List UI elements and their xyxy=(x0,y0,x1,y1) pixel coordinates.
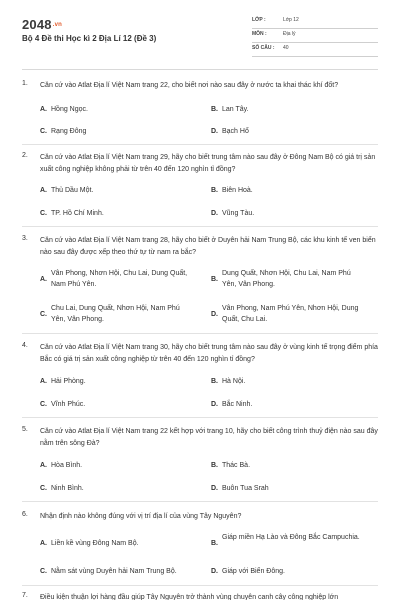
logo-suffix: .vn xyxy=(52,22,63,28)
meta-row-class xyxy=(252,15,378,29)
question-number: 6. xyxy=(22,511,28,518)
option-text: Bắc Ninh. xyxy=(222,401,253,408)
option-text: Nằm sát vùng Duyên hải Nam Trung Bộ. xyxy=(51,568,177,575)
option-letter: C. xyxy=(40,401,47,408)
option-text: Giáp miền Hạ Lào và Đông Bắc Campuchia. xyxy=(222,534,360,541)
option-text: Giáp với Biển Đông. xyxy=(222,568,285,575)
option-text: Hà Nội. xyxy=(222,378,246,385)
question-7 xyxy=(22,592,378,600)
option-letter: D. xyxy=(211,311,218,318)
option-letter: A. xyxy=(40,106,47,113)
option-letter: A. xyxy=(40,462,47,469)
question-number: 1. xyxy=(22,80,28,87)
option-letter: B. xyxy=(211,378,218,385)
question-text: Nhận định nào không đúng với vị trí địa lí của vùng Tây Nguyên? xyxy=(40,513,242,520)
option-letter: C. xyxy=(40,210,47,217)
document-title: Bộ 4 Đề thi Học kì 2 Địa Lí 12 (Đề 3) xyxy=(22,34,157,43)
site-logo[interactable] xyxy=(22,17,62,32)
option-text: Hồng Ngọc. xyxy=(51,106,88,113)
option-text: Vĩnh Phúc. xyxy=(51,401,86,408)
question-separator xyxy=(22,585,378,586)
question-text: Căn cứ vào Atlat Địa lí Việt Nam trang 29, hãy cho biết trung tâm nào sau đây ở Đông Nam Bộ có giá trị sản xuất công nghiệp không phải từ trên 40 đến 120 nghìn tỉ đồng? xyxy=(40,154,376,173)
option-text: Vân Phong, Nam Phú Yên, Nhơn Hội, Dung Quất, Chu Lai. xyxy=(222,305,359,323)
question-number: 4. xyxy=(22,342,28,349)
question-separator xyxy=(22,144,378,145)
meta-label: LỚP : xyxy=(252,17,266,23)
question-text: Điều kiện thuận lợi hàng đầu giúp Tây Nguyên trở thành vùng chuyên canh cây công nghiệp lớn xyxy=(40,594,339,600)
option-letter: D. xyxy=(211,568,218,575)
option-text: Rạng Đông xyxy=(51,128,87,135)
meta-value: 40 xyxy=(283,45,289,51)
option-letter: C. xyxy=(40,568,47,575)
option-letter: B. xyxy=(211,540,218,547)
question-number: 7. xyxy=(22,592,28,599)
question-separator xyxy=(22,226,378,227)
option-text: Bạch Hổ xyxy=(222,128,249,135)
option-letter: A. xyxy=(40,378,47,385)
header-divider xyxy=(22,69,378,70)
option-text: Buôn Tua Srah xyxy=(222,485,269,492)
option-text: Dung Quất, Nhơn Hội, Chu Lai, Nam Phú Yên, Vân Phong. xyxy=(222,270,351,288)
option-letter: A. xyxy=(40,276,47,283)
option-letter: C. xyxy=(40,485,47,492)
option-letter: B. xyxy=(211,462,218,469)
option-letter: A. xyxy=(40,540,47,547)
question-number: 2. xyxy=(22,152,28,159)
meta-value: Địa lý xyxy=(283,31,296,37)
option-text: Ninh Bình. xyxy=(51,485,84,492)
option-text: Biên Hoà. xyxy=(222,187,253,194)
meta-row-count xyxy=(252,43,378,57)
option-text: Chu Lai, Dung Quất, Nhơn Hội, Nam Phú Yên, Vân Phong. xyxy=(51,305,180,323)
meta-label: MÔN : xyxy=(252,31,267,37)
option-letter: D. xyxy=(211,485,218,492)
option-letter: C. xyxy=(40,311,47,318)
option-letter: B. xyxy=(211,276,218,283)
option-text: TP. Hồ Chí Minh. xyxy=(51,210,104,217)
logo-number: 2048 xyxy=(22,17,52,32)
option-text: Hòa Bình. xyxy=(51,462,83,469)
question-number: 3. xyxy=(22,235,28,242)
option-letter: A. xyxy=(40,187,47,194)
meta-label: SỐ CÂU : xyxy=(252,45,275,51)
question-text: Căn cứ vào Atlat Địa lí Việt Nam trang 22 kết hợp với trang 10, hãy cho biết công trình thuỷ điện nào sau đây nằm trên sông Đà? xyxy=(40,428,378,447)
question-separator xyxy=(22,501,378,502)
option-letter: B. xyxy=(211,187,218,194)
option-text: Lan Tây. xyxy=(222,106,249,113)
option-text: Thác Bà. xyxy=(222,462,251,469)
document-header xyxy=(0,0,400,70)
question-number: 5. xyxy=(22,426,28,433)
option-text: Liền kề vùng Đông Nam Bộ. xyxy=(51,540,139,547)
meta-value: Lớp 12 xyxy=(283,17,299,23)
option-text: Vân Phong, Nhơn Hội, Chu Lai, Dung Quất, Nam Phú Yên. xyxy=(51,270,188,288)
option-text: Thủ Dầu Một. xyxy=(51,187,94,194)
question-text: Căn cứ vào Atlat Địa lí Việt Nam trang 22, cho biết nơi nào sau đây ở nước ta khai thác khí đốt? xyxy=(40,82,339,89)
question-separator xyxy=(22,333,378,334)
option-letter: D. xyxy=(211,128,218,135)
question-text: Căn cứ vào Atlat Địa lí Việt Nam trang 28, hãy cho biết ở Duyên hải Nam Trung Bộ, các khu kinh tế ven biển nào sau đây được xếp theo thứ tự từ nam ra bắc? xyxy=(40,237,376,256)
meta-table xyxy=(252,15,378,57)
option-letter: D. xyxy=(211,401,218,408)
question-text: Căn cứ vào Atlat Địa lí Việt Nam trang 30, hãy cho biết trung tâm nào sau đây ở vùng kinh tế trọng điểm phía Bắc có giá trị sản xuất công nghiệp từ trên 40 đến 120 nghìn tỉ đồng? xyxy=(40,344,378,363)
question-separator xyxy=(22,417,378,418)
option-letter: B. xyxy=(211,106,218,113)
meta-row-subject xyxy=(252,29,378,43)
option-letter: D. xyxy=(211,210,218,217)
option-text: Hải Phòng. xyxy=(51,378,86,385)
option-text: Vũng Tàu. xyxy=(222,210,255,217)
option-letter: C. xyxy=(40,128,47,135)
